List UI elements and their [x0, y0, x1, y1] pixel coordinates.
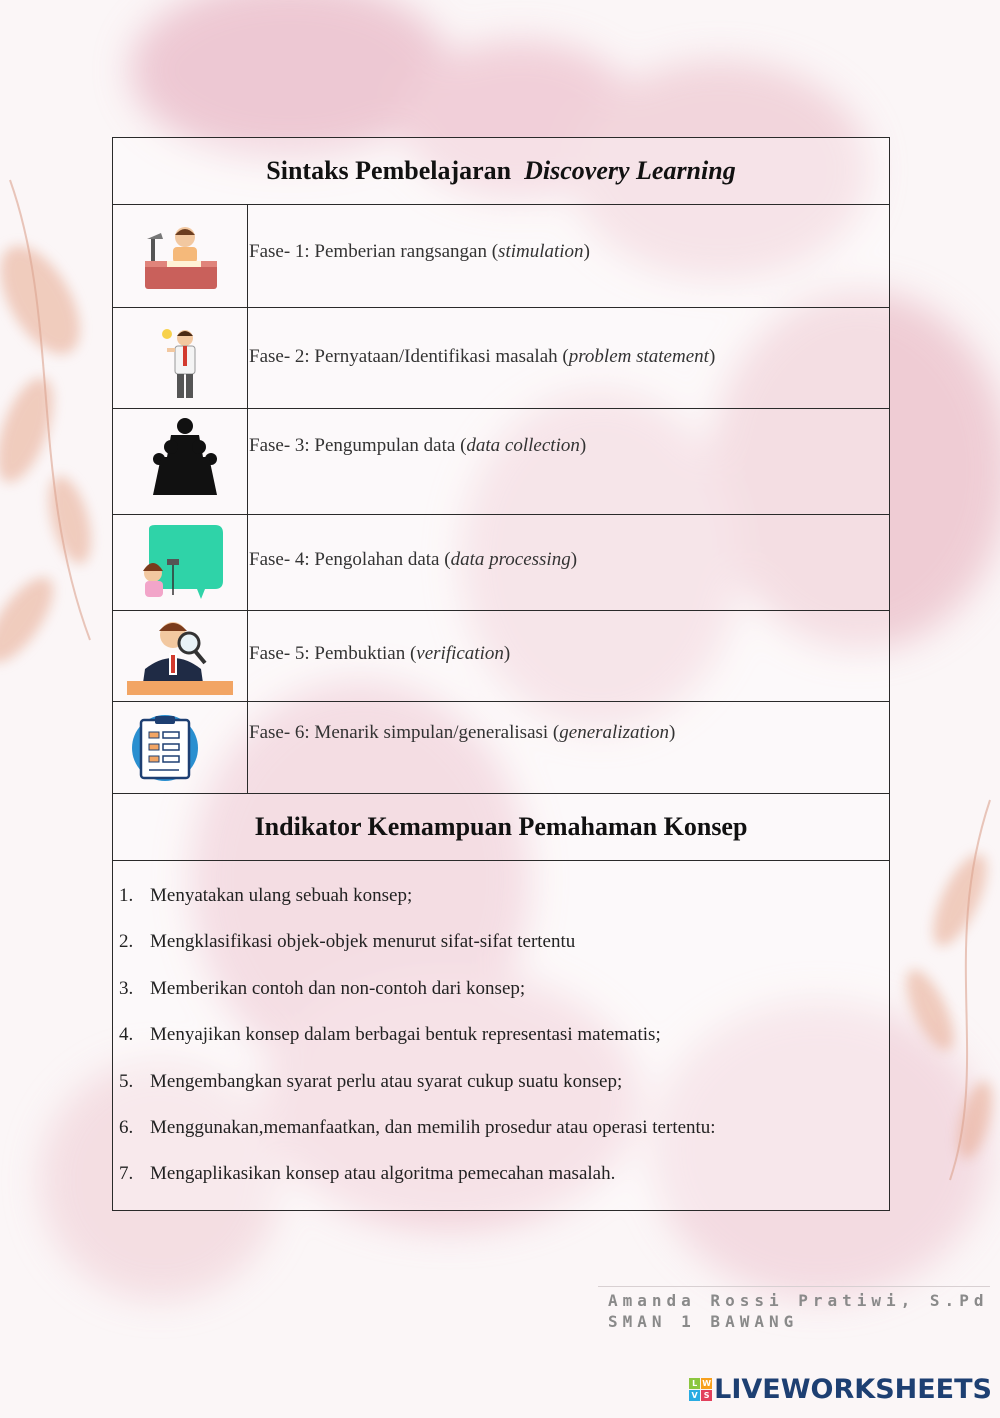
list-text: Menyajikan konsep dalam berbagai bentuk representasi matematis; — [150, 1024, 661, 1046]
list-item — [119, 1117, 889, 1163]
group-people-icon — [151, 417, 219, 497]
list-item — [119, 1071, 889, 1117]
phase-6-icon-cell — [113, 702, 248, 794]
idea-man-icon — [161, 326, 201, 402]
phase-4-close: ) — [570, 549, 578, 570]
list-item — [119, 1163, 889, 1209]
indicator-title: Indikator Kemampuan Pemahaman Konsep — [254, 812, 748, 841]
phase-2-label: Fase- 2: Pernyataan/Identifikasi masalah ( — [249, 346, 569, 367]
logo-letter: S — [701, 1390, 712, 1401]
syntax-title-cell — [113, 138, 890, 205]
list-number: 7. — [119, 1163, 134, 1185]
author-school: SMAN 1 BAWANG — [608, 1312, 799, 1331]
indicator-title-cell — [113, 794, 890, 861]
magnifier-man-icon — [123, 617, 237, 697]
list-number: 5. — [119, 1070, 134, 1092]
list-number: 3. — [119, 977, 134, 999]
logo-letter: W — [702, 1379, 712, 1388]
phase-5-close: ) — [503, 643, 511, 664]
list-text: Mengembangkan syarat perlu atau syarat cukup suatu konsep; — [150, 1070, 623, 1092]
phase-row-2 — [113, 308, 890, 409]
brand-name: LIVEWORKSHEETS — [714, 1374, 992, 1405]
phase-1-close: ) — [583, 241, 590, 262]
list-number: 2. — [119, 931, 134, 953]
phase-3-icon-cell — [113, 409, 248, 515]
list-item — [119, 978, 889, 1024]
phase-4-term: data processing — [450, 549, 571, 570]
list-text: Mengaplikasikan konsep atau algoritma pemecahan masalah. — [150, 1163, 616, 1185]
list-number: 6. — [119, 1116, 134, 1138]
phase-2-text-cell — [248, 308, 890, 409]
list-item — [119, 885, 889, 931]
phase-3-term: data collection — [466, 435, 580, 456]
phase-row-1 — [113, 205, 890, 308]
list-text: Menggunakan,memanfaatkan, dan memilih prosedur atau operasi tertentu: — [150, 1116, 716, 1138]
phase-6-text-cell — [248, 702, 890, 794]
speech-bubble-girl-icon — [135, 525, 225, 603]
indicator-list-row — [113, 861, 890, 1211]
list-item — [119, 1024, 889, 1070]
phase-1-icon-cell — [113, 205, 248, 308]
footer-divider — [598, 1286, 990, 1287]
list-text: Mengklasifikasi objek-objek menurut sifat-sifat tertentu — [150, 931, 576, 953]
phase-5-text-cell — [248, 611, 890, 702]
list-item — [119, 931, 889, 977]
phase-6-label: Fase- 6: Menarik simpulan/generalisasi ( — [249, 722, 560, 743]
phase-2-term: problem statement — [568, 346, 709, 367]
phase-2-close: ) — [708, 346, 716, 367]
phase-1-text-cell — [248, 205, 890, 308]
phase-row-3 — [113, 409, 890, 515]
phase-3-label: Fase- 3: Pengumpulan data ( — [249, 435, 467, 456]
syntax-title-italic: Discovery Learning — [524, 156, 736, 185]
logo-letter: V — [689, 1390, 700, 1401]
clipboard-flowchart-icon — [131, 714, 199, 782]
list-text: Memberikan contoh dan non-contoh dari konsep; — [150, 977, 526, 999]
phase-6-term: generalization — [559, 722, 670, 743]
phase-row-4 — [113, 515, 890, 611]
discovery-learning-table — [112, 137, 890, 1211]
list-number: 4. — [119, 1024, 134, 1046]
phase-1-label: Fase- 1: Pemberian rangsangan ( — [249, 241, 499, 262]
liveworksheets-brand[interactable] — [689, 1374, 992, 1405]
phase-5-label: Fase- 5: Pembuktian ( — [249, 643, 417, 664]
phase-4-label: Fase- 4: Pengolahan data ( — [249, 549, 451, 570]
liveworksheets-logo-icon — [689, 1378, 712, 1401]
student-desk-icon — [143, 225, 219, 293]
list-number: 1. — [119, 885, 134, 906]
phase-row-6 — [113, 702, 890, 794]
list-text: Menyatakan ulang sebuah konsep; — [150, 885, 413, 906]
author-name: Amanda Rossi Pratiwi, S.Pd — [608, 1291, 989, 1310]
syntax-title-plain: Sintaks Pembelajaran — [266, 156, 512, 185]
phase-2-icon-cell — [113, 308, 248, 409]
indicator-list — [119, 871, 889, 1210]
phase-row-5 — [113, 611, 890, 702]
phase-4-icon-cell — [113, 515, 248, 611]
phase-6-close: ) — [669, 722, 676, 743]
phase-5-term: verification — [416, 643, 504, 664]
syntax-title — [113, 138, 889, 204]
logo-letter: L — [689, 1378, 700, 1389]
author-credit — [608, 1290, 988, 1332]
phase-3-close: ) — [579, 435, 587, 456]
phase-4-text-cell — [248, 515, 890, 611]
phase-1-term: stimulation — [498, 241, 584, 262]
phase-3-text-cell — [248, 409, 890, 515]
indicator-list-cell — [113, 861, 890, 1211]
phase-5-icon-cell — [113, 611, 248, 702]
